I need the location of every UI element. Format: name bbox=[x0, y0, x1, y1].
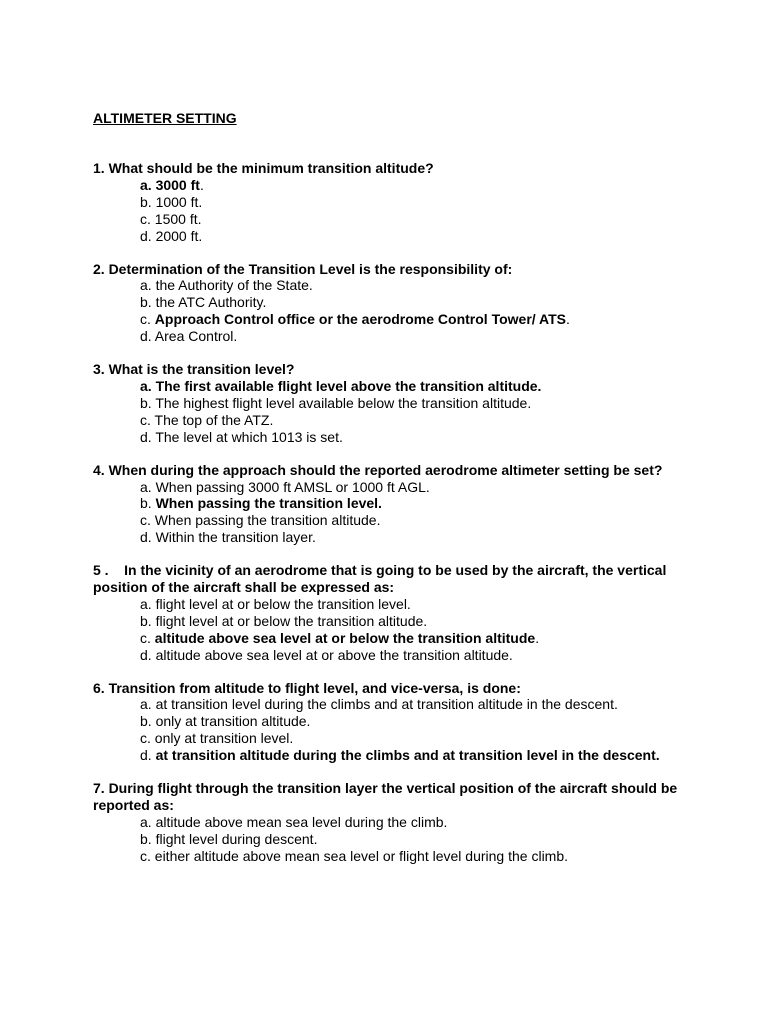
option-text: either altitude above mean sea level or flight level during the climb. bbox=[154, 847, 569, 864]
option-label: a. bbox=[140, 595, 156, 612]
option-text: altitude above sea level at or below the transition altitude bbox=[154, 629, 536, 646]
option-label: a. 3000 ft bbox=[140, 176, 200, 193]
option-text: 1000 ft. bbox=[155, 193, 203, 210]
question-text: 3. What is the transition level? bbox=[93, 361, 295, 378]
option-label: d. bbox=[140, 529, 156, 546]
option-a bbox=[140, 479, 683, 496]
option-text: When passing the transition altitude. bbox=[154, 512, 381, 529]
option-a bbox=[140, 596, 683, 613]
question bbox=[93, 680, 683, 765]
option-b bbox=[140, 713, 683, 730]
option-list bbox=[93, 479, 683, 547]
option-list bbox=[93, 596, 683, 664]
option-b bbox=[140, 613, 683, 630]
option-label: b. bbox=[140, 713, 156, 730]
option-tail: . bbox=[565, 311, 570, 328]
option-label: d. bbox=[140, 646, 156, 663]
option-text: flight level at or below the transition level. bbox=[155, 595, 411, 612]
option-label: a. bbox=[140, 696, 156, 713]
option-a bbox=[140, 696, 683, 713]
option-label: c. bbox=[140, 210, 155, 227]
option-b bbox=[140, 294, 683, 311]
option-tail: . bbox=[535, 629, 540, 646]
page-title: ALTIMETER SETTING bbox=[93, 110, 237, 126]
option-label: a. bbox=[140, 277, 156, 294]
option-b bbox=[140, 395, 683, 412]
option-text: altitude above sea level at or above the transition altitude. bbox=[155, 646, 513, 663]
question-list bbox=[93, 160, 683, 881]
option-text: The first available flight level above the transition altitude. bbox=[155, 377, 542, 394]
option-b bbox=[140, 194, 683, 211]
option-label: d. bbox=[140, 227, 156, 244]
option-label: b. bbox=[140, 830, 156, 847]
option-list bbox=[93, 378, 683, 446]
question bbox=[93, 160, 683, 245]
option-d bbox=[140, 529, 683, 546]
option-text: only at transition altitude. bbox=[155, 713, 311, 730]
question bbox=[93, 780, 683, 865]
option-label: b. bbox=[140, 612, 156, 629]
option-a bbox=[140, 177, 683, 194]
option-label: c. bbox=[140, 629, 155, 646]
option-label: d. bbox=[140, 328, 155, 345]
option-text: When passing 3000 ft AMSL or 1000 ft AGL. bbox=[155, 478, 430, 495]
option-d bbox=[140, 647, 683, 664]
option-list bbox=[93, 814, 683, 865]
option-b bbox=[140, 495, 683, 512]
option-c bbox=[140, 412, 683, 429]
option-list bbox=[93, 696, 683, 764]
option-list bbox=[93, 177, 683, 245]
option-text: The top of the ATZ. bbox=[154, 411, 274, 428]
option-label: c. bbox=[140, 847, 155, 864]
question-text: 7. During flight through the transition layer the vertical position of the aircraft should be reported as: bbox=[93, 780, 678, 813]
option-text: at transition altitude during the climbs and at transition level in the descent. bbox=[155, 747, 660, 764]
option-text: 1500 ft. bbox=[154, 210, 202, 227]
option-c bbox=[140, 512, 683, 529]
option-label: b. bbox=[140, 495, 156, 512]
question bbox=[93, 462, 683, 547]
option-label: c. bbox=[140, 411, 155, 428]
option-label: b. bbox=[140, 394, 156, 411]
option-a bbox=[140, 277, 683, 294]
option-text: only at transition level. bbox=[154, 730, 294, 747]
option-text: the Authority of the State. bbox=[155, 277, 313, 294]
option-list bbox=[93, 277, 683, 345]
option-text: The level at which 1013 is set. bbox=[155, 428, 343, 445]
option-text: flight level at or below the transition altitude. bbox=[155, 612, 428, 629]
option-c bbox=[140, 311, 683, 328]
option-text: The highest flight level available below the transition altitude. bbox=[155, 394, 532, 411]
option-label: a. bbox=[140, 813, 156, 830]
option-label: b. bbox=[140, 294, 156, 311]
option-c bbox=[140, 848, 683, 865]
option-text: at transition level during the climbs and at transition altitude in the descent. bbox=[155, 696, 618, 713]
option-text: When passing the transition level. bbox=[155, 495, 382, 512]
option-text: Within the transition layer. bbox=[155, 529, 316, 546]
question-text: 5 . In the vicinity of an aerodrome that is going to be used by the aircraft, the vertical position of the aircraft shall be expressed as: bbox=[93, 562, 671, 596]
option-d bbox=[140, 228, 683, 245]
option-label: d. bbox=[140, 747, 156, 764]
option-label: b. bbox=[140, 193, 156, 210]
option-a bbox=[140, 378, 683, 395]
question bbox=[93, 361, 683, 446]
option-c bbox=[140, 211, 683, 228]
option-label: c. bbox=[140, 730, 155, 747]
option-label: c. bbox=[140, 512, 155, 529]
option-text: flight level during descent. bbox=[155, 830, 318, 847]
option-text: . bbox=[199, 176, 204, 193]
question bbox=[93, 261, 683, 346]
option-c bbox=[140, 630, 683, 647]
option-a bbox=[140, 814, 683, 831]
option-text: the ATC Authority. bbox=[155, 294, 267, 311]
option-d bbox=[140, 328, 683, 345]
option-text: altitude above mean sea level during the climb. bbox=[155, 813, 448, 830]
option-c bbox=[140, 730, 683, 747]
option-d bbox=[140, 747, 683, 764]
option-d bbox=[140, 429, 683, 446]
option-label: a. bbox=[140, 377, 156, 394]
option-label: c. bbox=[140, 311, 155, 328]
option-b bbox=[140, 831, 683, 848]
question-text: 2. Determination of the Transition Level is the responsibility of: bbox=[93, 260, 513, 277]
option-text: Approach Control office or the aerodrome Control Tower/ ATS bbox=[154, 311, 566, 328]
option-label: a. bbox=[140, 478, 156, 495]
question-text: 6. Transition from altitude to flight level, and vice-versa, is done: bbox=[93, 679, 521, 696]
option-label: d. bbox=[140, 428, 156, 445]
question bbox=[93, 562, 683, 663]
option-text: Area Control. bbox=[154, 328, 238, 345]
question-text: 4. When during the approach should the reported aerodrome altimeter setting be set? bbox=[93, 461, 663, 478]
question-text: 1. What should be the minimum transition altitude? bbox=[93, 160, 434, 176]
option-text: 2000 ft. bbox=[155, 227, 203, 244]
